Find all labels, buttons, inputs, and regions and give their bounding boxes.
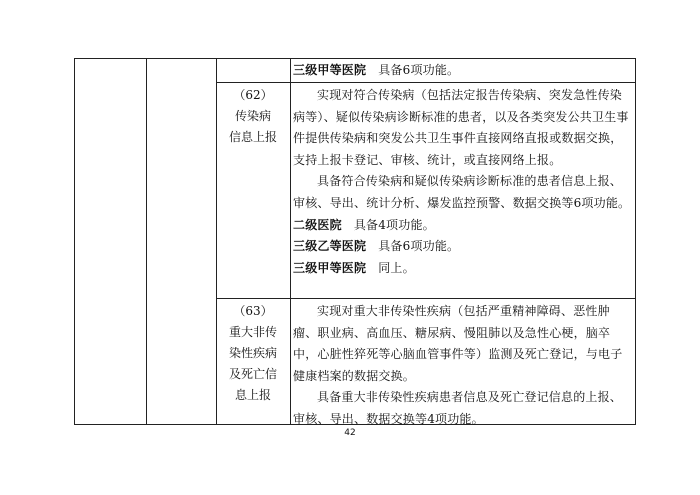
item63-number: （63） xyxy=(233,304,273,318)
top-row-level-label: 三级甲等医院 xyxy=(293,63,367,77)
table-divider-1 xyxy=(146,58,147,424)
item62-level-3-text: 同上。 xyxy=(378,260,415,275)
item62-paragraph-1: 实现对符合传染病（包括法定报告传染病、突发急性传染病等）、疑似传染病诊断标准的患者，以及各类突发公共卫生事件提供传染病和突发公共卫生事件直接网络直报或数据交换，支持上报卡登记、审核、统计，或直接网络上报。 xyxy=(293,88,629,167)
item63-title-line-3: 及死亡信 xyxy=(228,367,277,381)
item62-level-1-text: 具备4项功能。 xyxy=(353,217,435,232)
item62-level-3-label: 三级甲等医院 xyxy=(293,260,367,275)
item62-level-3 xyxy=(293,258,633,280)
item63-title-line-1: 重大非传 xyxy=(228,325,277,339)
row-divider-1 xyxy=(216,82,636,83)
top-row-level-text: 具备6项功能。 xyxy=(378,63,460,77)
table-border-right xyxy=(635,58,636,424)
item63-title-line-2: 染性疾病 xyxy=(228,346,277,360)
item63-paragraph-1: 实现对重大非传染性疾病（包括严重精神障碍、恶性肿瘤、职业病、高血压、糖尿病、慢阻肺以及急性心梗，脑卒中，心脏性猝死等心脑血管事件等）监测及死亡登记，与电子健康档案的数据交换。 xyxy=(293,304,623,383)
item62-level-2 xyxy=(293,236,633,258)
item62-level-1-label: 二级医院 xyxy=(293,217,342,232)
top-row-content xyxy=(293,60,633,82)
row-divider-2 xyxy=(216,298,636,299)
item62-level-1 xyxy=(293,215,633,237)
item62-title-line-1: 传染病 xyxy=(234,109,271,123)
item63-content xyxy=(293,301,633,431)
item62-level-2-label: 三级乙等医院 xyxy=(293,239,367,254)
item62-level-2-text: 具备6项功能。 xyxy=(378,239,460,254)
item62-title-line-2: 信息上报 xyxy=(228,130,277,144)
item62-paragraph-2: 具备符合传染病和疑似传染病诊断标准的患者信息上报、审核、导出、统计分析、爆发监控预警、数据交换等6项功能。 xyxy=(293,174,631,210)
table-border-top xyxy=(74,58,636,59)
item62-number: （62） xyxy=(233,88,273,102)
page-number: 42 xyxy=(344,428,356,438)
item63-paragraph-2: 具备重大非传染性疾病患者信息及死亡登记信息的上报、审核、导出、数据交换等4项功能。 xyxy=(293,390,623,426)
table-divider-3 xyxy=(290,58,291,424)
item62-content xyxy=(293,85,633,279)
table-border-left xyxy=(74,58,75,424)
item63-title-line-4: 息上报 xyxy=(234,388,271,402)
